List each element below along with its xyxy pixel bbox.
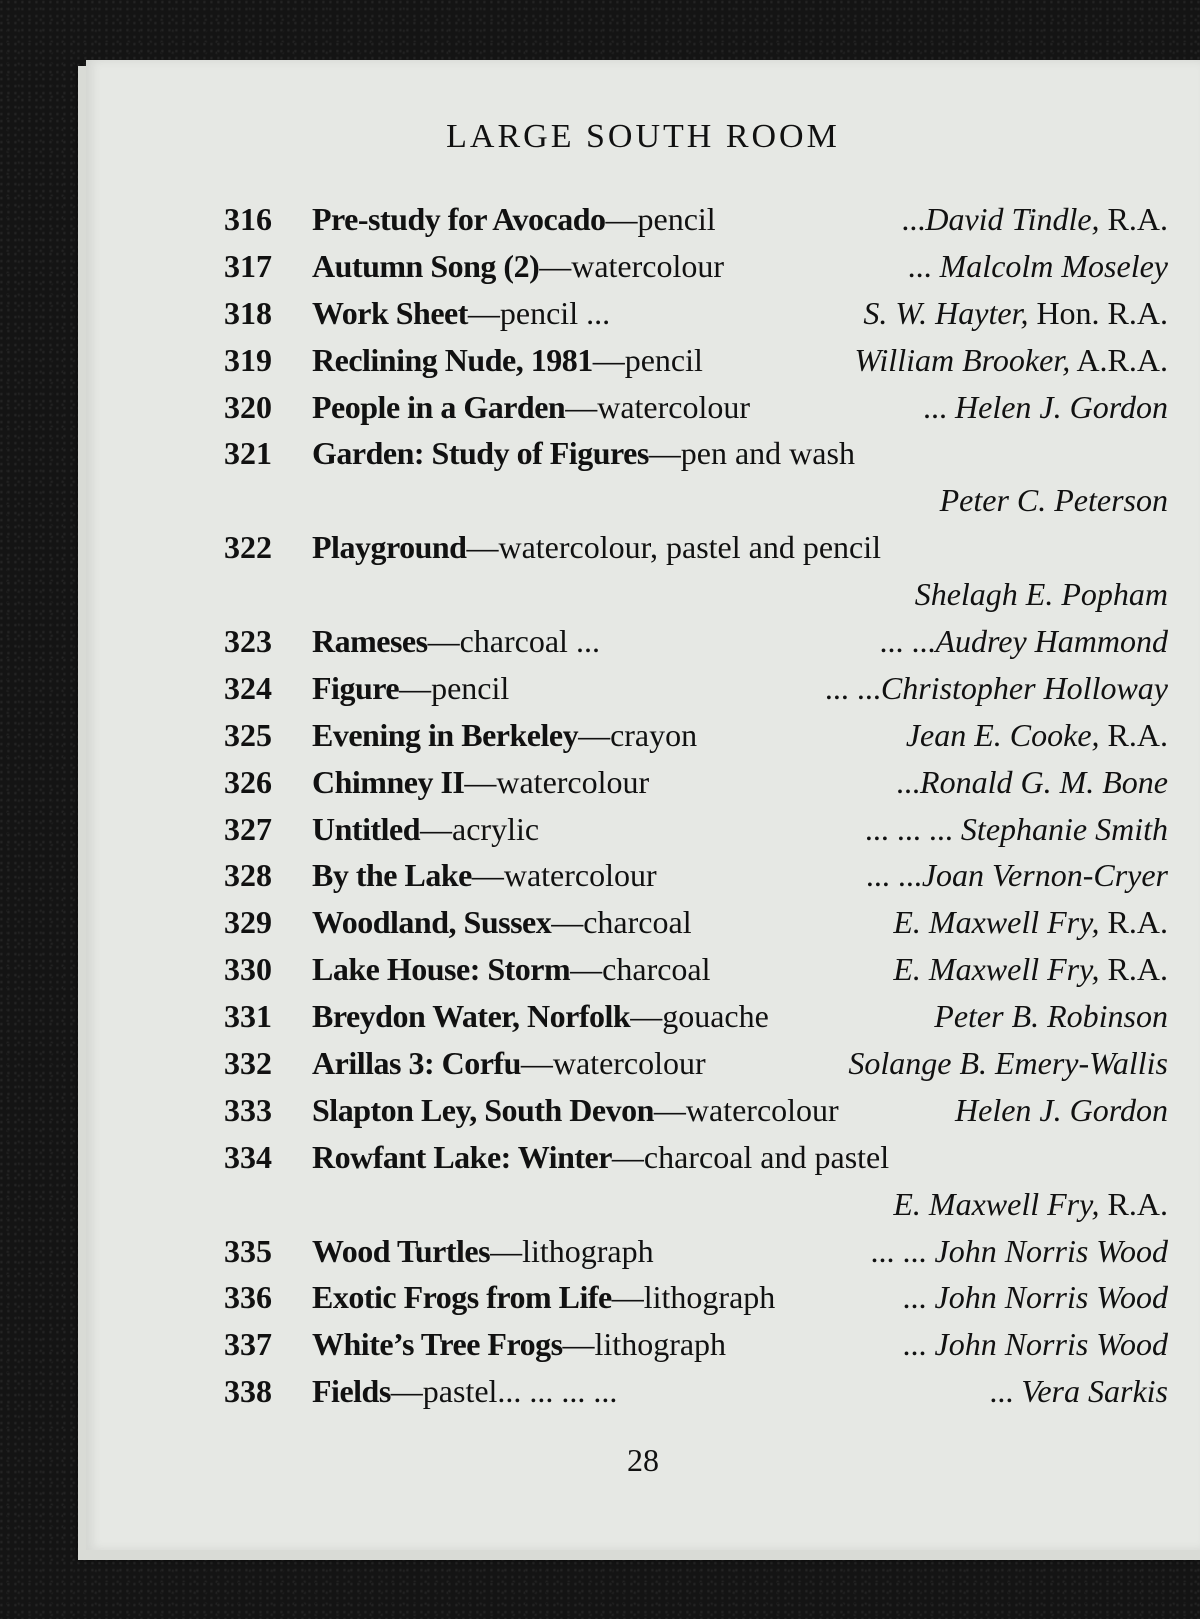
artist-name: E. Maxwell Fry, (893, 951, 1100, 988)
work-medium: —pastel... ... ... ... (390, 1373, 618, 1410)
artist-name: Jean E. Cooke, (905, 716, 1100, 753)
artist-name: Audrey Hammond (935, 623, 1168, 660)
artist-name: David Tindle, (925, 201, 1100, 237)
catalogue-entry (86, 243, 1200, 290)
catalogue-entry (86, 290, 1200, 337)
entry-title-medium (312, 1321, 726, 1368)
catalogue-entry (86, 1321, 1200, 1368)
artist-credit (870, 1228, 1168, 1275)
artist-name: Malcolm Moseley (931, 247, 1168, 284)
work-medium: —acrylic (420, 810, 540, 847)
entry-title-medium (312, 618, 600, 665)
work-title: Woodland, Sussex (312, 904, 552, 941)
catalogue-entry (86, 1087, 1200, 1134)
work-title: Wood Turtles (312, 1232, 491, 1269)
work-title: Pre-study for Avocado (312, 201, 606, 237)
entry-title-medium (312, 665, 509, 712)
artist-name: Joan Vernon-Cryer (921, 857, 1168, 894)
work-medium: —pencil ... (467, 294, 611, 331)
entry-number: 330 (224, 951, 272, 988)
catalogue-entry (86, 759, 1200, 806)
catalogue-entry (86, 993, 1200, 1040)
artist-honours: R.A. (1099, 904, 1168, 941)
artist-credit (893, 946, 1168, 993)
catalogue-entry (86, 384, 1200, 431)
entry-title-medium (312, 290, 610, 337)
leader-dots: ... ... (870, 1232, 927, 1269)
entry-title-medium (312, 1087, 839, 1134)
leader-dots: ... ... ... (864, 810, 953, 847)
leader-dots: ... ... (824, 669, 881, 706)
work-title: Rameses (312, 623, 428, 660)
artist-honours: R.A. (1099, 716, 1168, 753)
work-medium: —watercolour (520, 1045, 706, 1082)
artist-credit (902, 1274, 1168, 1321)
artist-credit (906, 712, 1168, 759)
work-title: People in a Garden (312, 388, 566, 425)
entry-number: 322 (224, 529, 272, 566)
artist-credit (902, 1321, 1168, 1368)
artist-name: Ronald G. M. Bone (920, 763, 1168, 800)
artist-name: Stephanie Smith (952, 810, 1168, 847)
work-title: Garden: Study of Figures (312, 435, 649, 472)
entry-title-medium (312, 759, 649, 806)
catalogue-entry (86, 1181, 1200, 1228)
artist-name: Peter C. Peterson (939, 482, 1168, 519)
artist-name: E. Maxwell Fry, (893, 904, 1100, 941)
entry-title-medium (312, 243, 724, 290)
entry-number: 328 (224, 857, 272, 894)
catalogue-entry (86, 1228, 1200, 1275)
entry-number: 332 (224, 1045, 272, 1082)
work-medium: —watercolour (464, 763, 650, 800)
entry-number: 335 (224, 1232, 272, 1269)
artist-honours: A.R.A. (1070, 341, 1168, 378)
catalogue-entry (86, 477, 1200, 524)
work-title: Breydon Water, Norfolk (312, 998, 631, 1035)
artist-credit (866, 852, 1168, 899)
work-medium: —charcoal ... (427, 623, 600, 660)
catalogue-entry (86, 571, 1200, 618)
work-medium: —watercolour (471, 857, 657, 894)
leader-dots: ... (923, 388, 948, 425)
artist-credit (825, 665, 1168, 712)
work-title: By the Lake (312, 857, 472, 894)
entry-number: 319 (224, 341, 272, 378)
work-medium: —charcoal and pastel (611, 1138, 890, 1175)
artist-credit (855, 337, 1168, 384)
leader-dots: ... (989, 1373, 1014, 1410)
artist-credit (863, 290, 1168, 337)
work-medium: —gouache (630, 998, 769, 1035)
work-medium: —watercolour, pastel and pencil (466, 529, 882, 566)
entry-number: 337 (224, 1326, 272, 1363)
catalogue-entry (86, 618, 1200, 665)
leader-dots: ... (902, 1326, 927, 1363)
entry-number: 336 (224, 1279, 272, 1316)
page-number: 28 (627, 1442, 659, 1478)
entry-number: 326 (224, 763, 272, 800)
entry-title-medium (312, 899, 692, 946)
entry-number: 324 (224, 669, 272, 706)
catalogue-entry (86, 665, 1200, 712)
work-medium: —lithograph (562, 1326, 727, 1363)
work-medium: —charcoal (570, 951, 711, 988)
catalogue-entry (86, 1134, 1200, 1181)
catalogue-entry (86, 712, 1200, 759)
work-medium: —watercolour (653, 1091, 839, 1128)
artist-credit (893, 899, 1168, 946)
artist-credit (908, 243, 1168, 290)
entry-number: 329 (224, 904, 272, 941)
artist-name: Helen J. Gordon (955, 1091, 1168, 1128)
artist-credit (955, 1087, 1168, 1134)
entry-title-medium (312, 1040, 706, 1087)
catalogue-entry (86, 1274, 1200, 1321)
work-title: Evening in Berkeley (312, 716, 579, 753)
entry-title-medium (312, 1368, 617, 1415)
catalogue-entry (86, 196, 1200, 243)
catalogue-entry (86, 806, 1200, 853)
work-title: Chimney II (312, 763, 465, 800)
work-medium: —watercolour (539, 247, 725, 284)
entry-title-medium (312, 384, 750, 431)
entry-title-medium (312, 337, 703, 384)
work-medium: —pen and wash (648, 435, 855, 472)
entry-number: 317 (224, 247, 272, 284)
entry-title-medium (312, 1134, 889, 1181)
artist-credit (901, 196, 1168, 243)
leader-dots: ... ... (879, 623, 936, 660)
catalogue-entry (86, 899, 1200, 946)
work-title: Arillas 3: Corfu (312, 1045, 521, 1082)
entry-title-medium (312, 1228, 654, 1275)
artist-name: Helen J. Gordon (947, 388, 1168, 425)
artist-name: John Norris Wood (926, 1279, 1168, 1316)
artist-name: S. W. Hayter, (863, 294, 1029, 331)
artist-name: John Norris Wood (926, 1232, 1168, 1269)
entry-number: 338 (224, 1373, 272, 1410)
entry-title-medium (312, 1274, 775, 1321)
entry-number: 327 (224, 810, 272, 847)
artist-honours: R.A. (1099, 1185, 1168, 1222)
catalogue-entry (86, 1040, 1200, 1087)
work-title: Slapton Ley, South Devon (312, 1091, 654, 1128)
work-medium: —lithograph (611, 1279, 776, 1316)
entry-title-medium (312, 524, 881, 571)
work-medium: —crayon (578, 716, 698, 753)
work-title: Playground (312, 529, 467, 566)
artist-credit (940, 477, 1168, 524)
entry-number: 325 (224, 716, 272, 753)
work-medium: —lithograph (490, 1232, 654, 1269)
entry-number: 333 (224, 1091, 272, 1128)
artist-credit (893, 1181, 1168, 1228)
artist-credit (896, 759, 1168, 806)
artist-honours: R.A. (1099, 201, 1168, 237)
work-title: Reclining Nude, 1981 (312, 341, 593, 378)
artist-credit (915, 571, 1168, 618)
artist-credit (934, 993, 1168, 1040)
work-title: White’s Tree Frogs (312, 1326, 563, 1363)
leader-dots: ... (896, 763, 921, 800)
entry-number: 334 (224, 1138, 272, 1175)
artist-name: John Norris Wood (926, 1326, 1168, 1363)
entry-number: 320 (224, 388, 272, 425)
work-medium: —pencil (399, 669, 510, 706)
artist-name: William Brooker, (854, 341, 1071, 378)
catalogue-entry (86, 524, 1200, 571)
catalogue-entry (86, 337, 1200, 384)
artist-honours: R.A. (1099, 951, 1168, 988)
artist-credit (989, 1368, 1168, 1415)
entry-title-medium (312, 946, 711, 993)
entry-title-medium (312, 993, 769, 1040)
leader-dots: ... (902, 1279, 927, 1316)
artist-credit (848, 1040, 1168, 1087)
work-title: Fields (312, 1373, 391, 1410)
work-title: Lake House: Storm (312, 951, 571, 988)
entry-title-medium (312, 196, 716, 243)
artist-name: Vera Sarkis (1013, 1373, 1168, 1410)
entry-title-medium (312, 430, 855, 477)
entry-title-medium (312, 806, 539, 853)
work-medium: —pencil (592, 341, 703, 378)
work-title: Figure (312, 669, 400, 706)
leader-dots: ... (907, 247, 932, 284)
entry-number: 323 (224, 623, 272, 660)
entry-title-medium (312, 712, 697, 759)
work-title: Exotic Frogs from Life (312, 1279, 612, 1316)
leader-dots: ... (901, 201, 926, 237)
entry-list (86, 196, 1200, 1415)
artist-name: E. Maxwell Fry, (893, 1185, 1100, 1222)
artist-name: Solange B. Emery-Wallis (848, 1045, 1168, 1082)
artist-credit (879, 618, 1168, 665)
artist-name: Christopher Holloway (880, 669, 1168, 706)
entry-title-medium (312, 852, 657, 899)
artist-name: Peter B. Robinson (934, 998, 1168, 1035)
catalogue-entry (86, 430, 1200, 477)
work-medium: —charcoal (551, 904, 692, 941)
entry-number: 316 (224, 201, 272, 237)
work-title: Autumn Song (2) (312, 247, 540, 284)
work-title: Untitled (312, 810, 420, 847)
entry-number: 318 (224, 294, 272, 331)
work-medium: —watercolour (565, 388, 751, 425)
work-medium: —pencil (605, 201, 716, 237)
entry-number: 331 (224, 998, 272, 1035)
leader-dots: ... ... (865, 857, 922, 894)
work-title: Work Sheet (312, 294, 468, 331)
work-title: Rowfant Lake: Winter (312, 1138, 612, 1175)
artist-name: Shelagh E. Popham (914, 576, 1168, 613)
artist-credit (865, 806, 1168, 853)
entry-number: 321 (224, 435, 272, 472)
catalogue-entry (86, 1368, 1200, 1415)
catalogue-entry (86, 852, 1200, 899)
catalogue-entry (86, 946, 1200, 993)
artist-honours: Hon. R.A. (1028, 294, 1168, 331)
artist-credit (923, 384, 1168, 431)
page-heading: LARGE SOUTH ROOM (446, 118, 840, 155)
